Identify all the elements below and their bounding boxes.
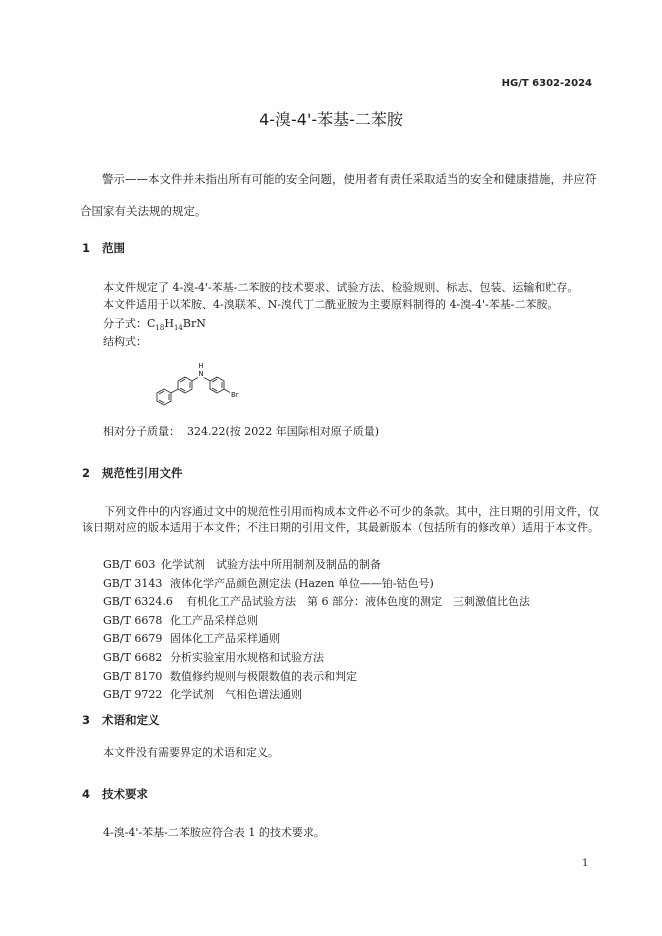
warning-text: 警示——本文件并未指出所有可能的安全问题，使用者有责任采取适当的安全和健康措施，并应符合国家有关法规的规定。 bbox=[80, 172, 597, 218]
reference-title: 数值修约规则与极限数值的表示和判定 bbox=[170, 669, 357, 683]
reference-code: GB/T 9722 bbox=[103, 688, 163, 702]
reference-code: GB/T 603 bbox=[103, 558, 156, 571]
reference-item bbox=[103, 612, 530, 631]
document-title: 4-溴-4'-苯基-二苯胺 bbox=[259, 110, 403, 129]
page-number: 1 bbox=[582, 858, 589, 869]
formula-h: H bbox=[164, 317, 174, 330]
reference-item bbox=[103, 575, 530, 594]
reference-item bbox=[103, 556, 530, 575]
section-1-heading bbox=[82, 240, 125, 256]
reference-item bbox=[103, 686, 530, 705]
reference-item bbox=[103, 668, 530, 687]
formula-brn: BrN bbox=[182, 317, 206, 330]
reference-code: GB/T 6682 bbox=[103, 650, 163, 664]
scope-paragraph-2: 本文件适用于以苯胺、4-溴联苯、N-溴代丁二酰亚胺为主要原料制得的 4-溴-4'-苯基-二苯胺。 bbox=[103, 298, 559, 311]
reference-title: 分析实验室用水规格和试验方法 bbox=[170, 650, 324, 664]
section-2-heading bbox=[82, 465, 183, 481]
reference-title: 固体化工产品采样通则 bbox=[170, 632, 280, 646]
reference-code: GB/T 6324.6 bbox=[103, 595, 173, 609]
technical-requirements-text: 4-溴-4'-苯基-二苯胺应符合表 1 的技术要求。 bbox=[103, 826, 325, 839]
reference-title: 有机化工产品试验方法 第 6 部分：液体色度的测定 三刺激值比色法 bbox=[186, 595, 530, 609]
reference-code: GB/T 8170 bbox=[103, 669, 163, 683]
reference-code: GB/T 6679 bbox=[103, 632, 163, 646]
scope-paragraph-1: 本文件规定了 4-溴-4'-苯基-二苯胺的技术要求、试验方法、检验规则、标志、包装、运输和贮存。 bbox=[103, 281, 579, 294]
reference-title: 化学试剂 试验方法中所用制剂及制品的制备 bbox=[161, 558, 381, 571]
section-3-heading bbox=[82, 712, 160, 728]
molecular-mass-label: 相对分子质量： bbox=[103, 425, 180, 438]
structure-label: 结构式： bbox=[103, 335, 147, 348]
section-3-number: 3 bbox=[82, 713, 91, 727]
reference-item bbox=[103, 649, 530, 668]
section-4-number: 4 bbox=[82, 787, 91, 801]
section-2-title: 规范性引用文件 bbox=[102, 466, 183, 480]
formula-h-count: 14 bbox=[173, 324, 183, 333]
nitrogen-atom-label: N bbox=[198, 370, 204, 378]
section-1-number: 1 bbox=[82, 241, 91, 255]
molecular-mass-value: 324.22(按 2022 年国际相对原子质量) bbox=[187, 425, 380, 438]
formula-label: 分子式： bbox=[103, 317, 147, 330]
standard-code: HG/T 6302-2024 bbox=[501, 78, 592, 89]
reference-item bbox=[103, 593, 530, 612]
reference-code: GB/T 6678 bbox=[103, 613, 163, 627]
section-3-title: 术语和定义 bbox=[102, 713, 160, 727]
normative-references-intro: 下列文件中的内容通过文中的规范性引用而构成本文件必不可少的条款。其中，注日期的引用文件，仅该日期对应的版本适用于本文件；不注日期的引用文件，其最新版本（包括所有的修改单）适用于本文件。 bbox=[82, 505, 599, 534]
reference-title: 化工产品采样总则 bbox=[170, 613, 258, 627]
structural-formula bbox=[140, 358, 280, 416]
molecular-mass bbox=[103, 424, 379, 440]
formula-c: C bbox=[147, 317, 156, 330]
reference-list bbox=[103, 556, 530, 705]
reference-title: 液体化学产品颜色测定法 (Hazen 单位——铂-钴色号) bbox=[170, 576, 434, 590]
hydrogen-atom-label: H bbox=[198, 362, 204, 370]
bromine-atom-label: Br bbox=[231, 391, 239, 399]
section-2-number: 2 bbox=[82, 466, 91, 480]
terms-text: 本文件没有需要界定的术语和定义。 bbox=[103, 746, 279, 759]
section-4-title: 技术要求 bbox=[102, 787, 148, 801]
reference-code: GB/T 3143 bbox=[103, 576, 163, 590]
reference-title: 化学试剂 气相色谱法通则 bbox=[170, 688, 302, 702]
formula-c-count: 18 bbox=[155, 324, 165, 333]
section-1-title: 范围 bbox=[102, 241, 125, 255]
reference-item bbox=[103, 630, 530, 649]
section-4-heading bbox=[82, 786, 148, 802]
